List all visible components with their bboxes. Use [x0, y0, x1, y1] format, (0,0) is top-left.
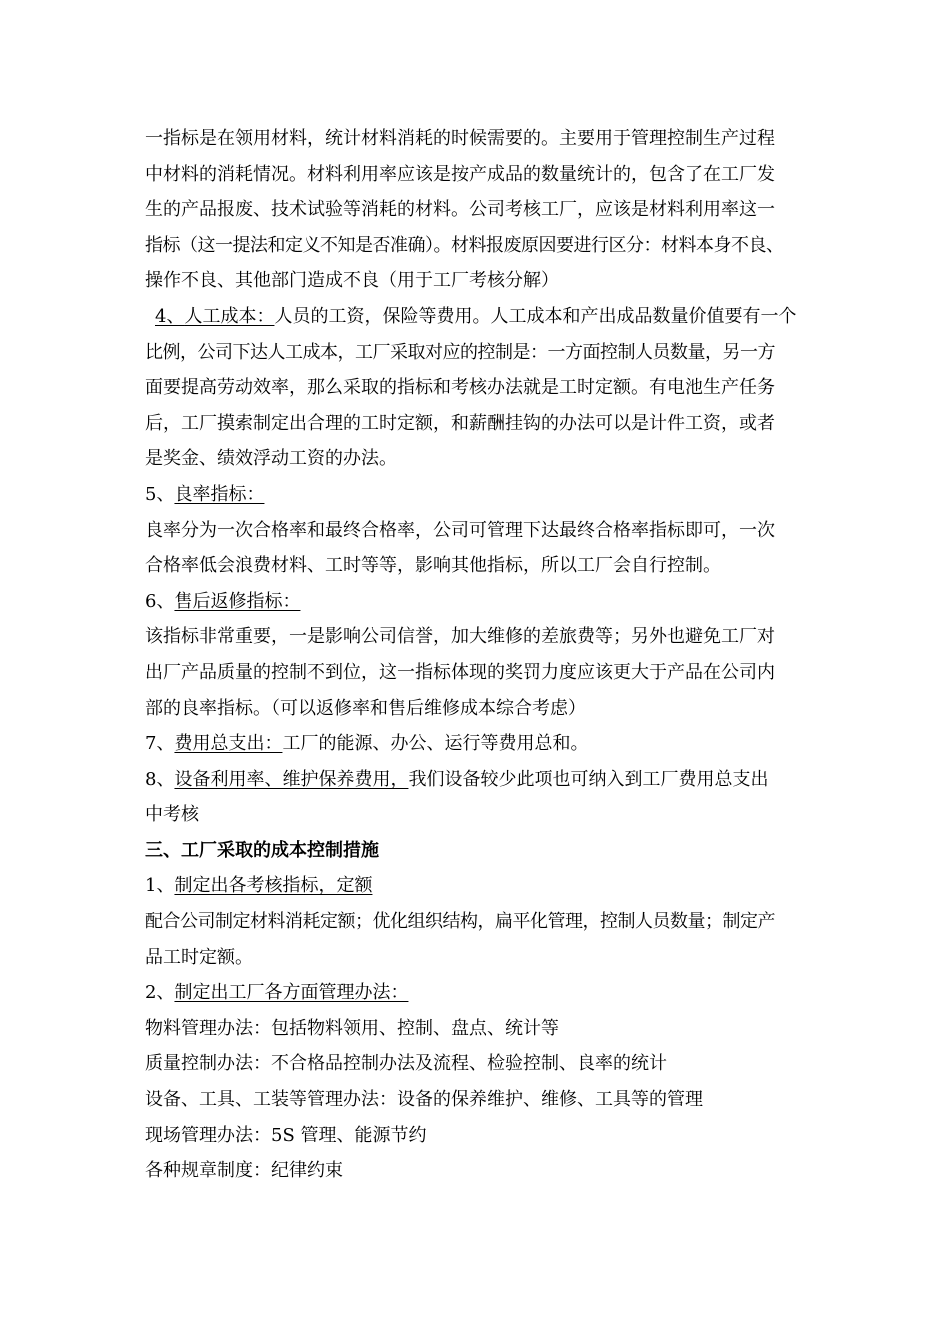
body-line: 中考核: [145, 804, 199, 826]
body-line: 合格率低会浪费材料、工时等等，影响其他指标，所以工厂会自行控制。: [145, 555, 721, 577]
body-line: 品工时定额。: [145, 946, 253, 968]
item-6-heading: 6、售后返修指标：: [145, 590, 301, 612]
body-line: 面要提高劳动效率，那么采取的指标和考核办法就是工时定额。有电池生产任务: [145, 377, 775, 399]
management-line: 物料管理办法：包括物料领用、控制、盘点、统计等: [145, 1017, 559, 1039]
management-line: 设备、工具、工装等管理办法：设备的保养维护、维修、工具等的管理: [145, 1089, 703, 1111]
body-line: 该指标非常重要，一是影响公司信誉，加大维修的差旅费等；另外也避免工厂对: [145, 626, 775, 648]
body-line: 生的产品报废、技术试验等消耗的材料。公司考核工厂，应该是材料利用率这一: [145, 199, 775, 221]
item-5-title: 良率指标：: [174, 483, 265, 505]
subsection-2-title: 制定出工厂各方面管理办法：: [174, 982, 409, 1004]
body-line: 是奖金、绩效浮动工资的办法。: [145, 448, 397, 470]
item-4-heading: 4、人工成本：: [155, 305, 275, 327]
item-7-text: 工厂的能源、办公、运行等费用总和。: [282, 733, 589, 755]
item-5-heading: 5、良率指标：: [145, 483, 265, 505]
body-line: 配合公司制定材料消耗定额；优化组织结构，扁平化管理，控制人员数量；制定产: [145, 911, 775, 933]
body-line: 指标（这一提法和定义不知是否准确）。材料报废原因要进行区分：材料本身不良、: [145, 234, 784, 256]
management-line: 各种规章制度：纪律约束: [145, 1160, 343, 1182]
item-4-line: [145, 299, 825, 335]
item-8-line: 8、设备利用率、维护保养费用，我们设备较少此项也可纳入到工厂费用总支出: [145, 768, 769, 790]
body-line: 中材料的消耗情况。材料利用率应该是按产成品的数量统计的，包含了在工厂发: [145, 163, 775, 185]
body-line: 比例，公司下达人工成本，工厂采取对应的控制是：一方面控制人员数量，另一方: [145, 341, 775, 363]
item-8-text: 我们设备较少此项也可纳入到工厂费用总支出: [408, 768, 769, 790]
item-4-text: 人员的工资，保险等费用。人工成本和产出成品数量价值要有一个: [274, 305, 797, 327]
body-line: 出厂产品质量的控制不到位，这一指标体现的奖罚力度应该更大于产品在公司内: [145, 661, 775, 683]
body-line: 一指标是在领用材料，统计材料消耗的时候需要的。主要用于管理控制生产过程: [145, 128, 775, 149]
body-line: 操作不良、其他部门造成不良（用于工厂考核分解）: [145, 270, 559, 292]
body-line: 后，工厂摸索制定出合理的工时定额，和薪酬挂钩的办法可以是计件工资，或者: [145, 412, 775, 434]
section-3-heading: 三、工厂采取的成本控制措施: [145, 839, 379, 861]
management-line: 质量控制办法：不合格品控制办法及流程、检验控制、良率的统计: [145, 1053, 667, 1075]
subsection-2-heading: 2、制定出工厂各方面管理办法：: [145, 982, 409, 1004]
item-6-title: 售后返修指标：: [174, 590, 301, 612]
item-7-title: 费用总支出：: [174, 733, 283, 755]
subsection-1-heading: 1、制定出各考核指标，定额: [145, 875, 373, 897]
body-line: 部的良率指标。（可以返修率和售后维修成本综合考虑）: [145, 697, 586, 719]
management-line: 现场管理办法：5S 管理、能源节约: [145, 1124, 427, 1146]
item-7-line: 7、费用总支出：工厂的能源、办公、运行等费用总和。: [145, 733, 589, 755]
body-line: 良率分为一次合格率和最终合格率，公司可管理下达最终合格率指标即可，一次: [145, 519, 775, 541]
subsection-1-title: 制定出各考核指标，定额: [174, 875, 373, 897]
document-body: [145, 121, 825, 1189]
item-8-title: 设备利用率、维护保养费用，: [174, 768, 409, 790]
